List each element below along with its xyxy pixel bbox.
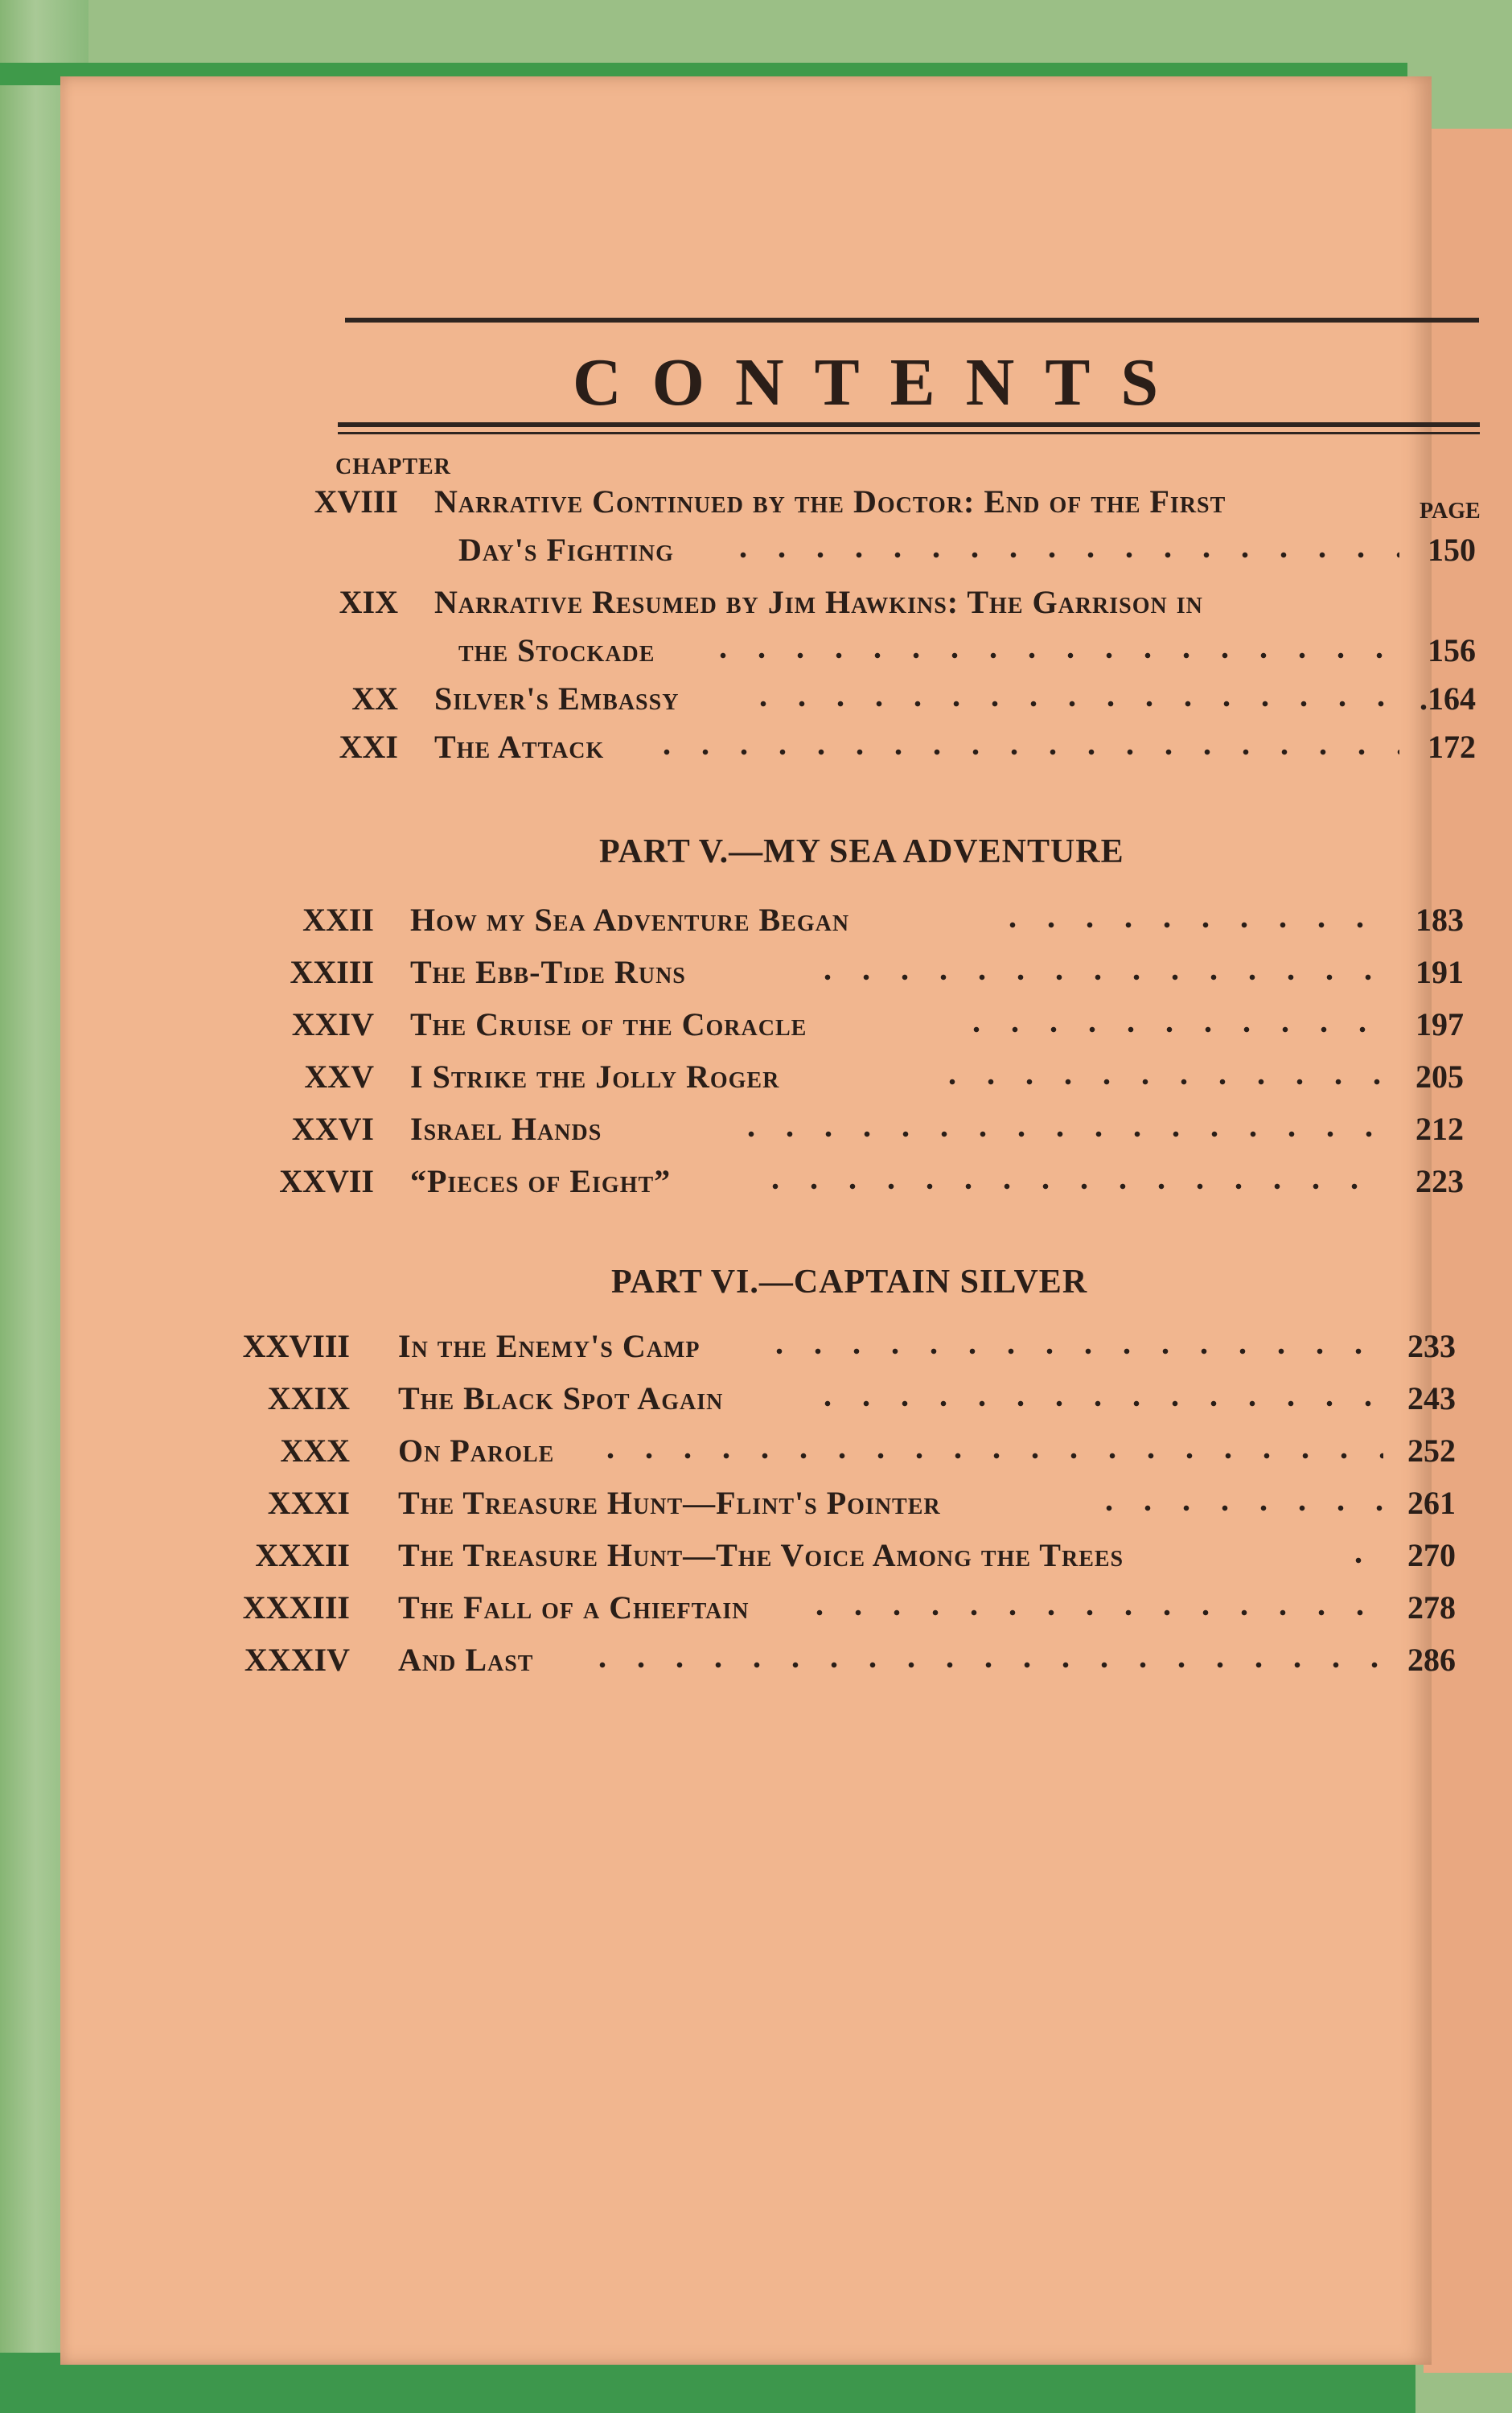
chapter-number: XXII [302,902,374,938]
dot-leader [933,1078,1387,1086]
chapter-number: XXIV [291,1006,374,1042]
chapter-title: The Treasure Hunt—Flint's Pointer [398,1485,941,1521]
chapter-number: XXXIV [244,1642,350,1678]
page-number: 205 [1415,1059,1464,1095]
chapter-number: XXIII [290,954,374,990]
dot-leader [957,1026,1387,1034]
chapter-number: XXVI [291,1111,374,1147]
dot-leader [704,652,1399,660]
part-heading: PART V.—MY SEA ADVENTURE [599,833,1124,870]
dot-leader [760,1347,1383,1355]
chapter-title: Narrative Continued by the Doctor: End of the First [434,483,1226,520]
dot-leader [724,551,1399,559]
dot-leader [808,1400,1383,1408]
chapter-title: The Black Spot Again [398,1380,724,1416]
chapter-title: Israel Hands [410,1111,602,1147]
chapter-number: XXV [304,1059,374,1095]
dot-leader [1090,1504,1383,1512]
chapter-title: How my Sea Adventure Began [410,902,850,938]
page-number: 261 [1407,1485,1456,1521]
chapter-title: I Strike the Jolly Roger [410,1059,780,1095]
page-number: 191 [1415,954,1464,990]
title-rule-bottom [338,422,1480,427]
chapter-title: “Pieces of Eight” [410,1163,672,1199]
chapter-number: XXI [339,729,398,765]
chapter-number: XXVIII [242,1328,350,1364]
chapter-title-continued: Day's Fighting [458,532,674,568]
chapter-number: XIX [339,584,398,620]
page-number: 270 [1407,1537,1456,1573]
page-number: 183 [1415,902,1464,938]
page-number: 278 [1407,1589,1456,1626]
page-number: 156 [1428,632,1476,668]
page-number: 212 [1415,1111,1464,1147]
dot-leader [756,1182,1387,1190]
dot-leader [583,1661,1383,1669]
dot-leader [732,1130,1387,1138]
chapter-number: XXXII [255,1537,350,1573]
page-title: CONTENTS [572,345,1189,420]
dot-leader [744,700,1399,708]
dot-leader [1339,1556,1371,1564]
chapter-column-header: CHAPTER [335,454,451,479]
dot-leader [591,1452,1383,1460]
chapter-title: The Fall of a Chieftain [398,1589,750,1626]
chapter-title: Narrative Resumed by Jim Hawkins: The Garrison in [434,584,1203,620]
chapter-title: On Parole [398,1433,555,1469]
page-number: 233 [1407,1328,1456,1364]
chapter-title: The Attack [434,729,605,765]
page-number: 286 [1407,1642,1456,1678]
contents-page [60,76,1481,2365]
chapter-number: XVIII [314,483,398,520]
page-number: 243 [1407,1380,1456,1416]
part-heading: PART VI.—CAPTAIN SILVER [611,1264,1088,1301]
dot-leader [808,973,1387,981]
facing-page-edge [1424,129,1512,2373]
chapter-title-continued: the Stockade [458,632,655,668]
chapter-title: In the Enemy's Camp [398,1328,701,1364]
page-number: .164 [1420,680,1476,717]
chapter-title: The Ebb-Tide Runs [410,954,686,990]
chapter-number: XX [351,680,398,717]
dot-leader [993,921,1387,929]
page-number: 197 [1415,1006,1464,1042]
chapter-title: And Last [398,1642,534,1678]
chapter-number: XXXIII [242,1589,350,1626]
page-column-header: PAGE [1420,499,1481,524]
chapter-title: The Cruise of the Coracle [410,1006,807,1042]
chapter-number: XXIX [267,1380,350,1416]
page-number: 172 [1428,729,1476,765]
chapter-number: XXVII [279,1163,374,1199]
title-rule-bottom-thin [338,432,1480,434]
chapter-title: Silver's Embassy [434,680,680,717]
dot-leader [800,1609,1383,1617]
page-number: 150 [1428,532,1476,568]
page-number: 223 [1415,1163,1464,1199]
chapter-number: XXX [280,1433,350,1469]
title-rule-top [345,318,1479,323]
page-number: 252 [1407,1433,1456,1469]
chapter-number: XXXI [267,1485,350,1521]
chapter-title: The Treasure Hunt—The Voice Among the Trees [398,1537,1124,1573]
dot-leader [647,748,1399,756]
